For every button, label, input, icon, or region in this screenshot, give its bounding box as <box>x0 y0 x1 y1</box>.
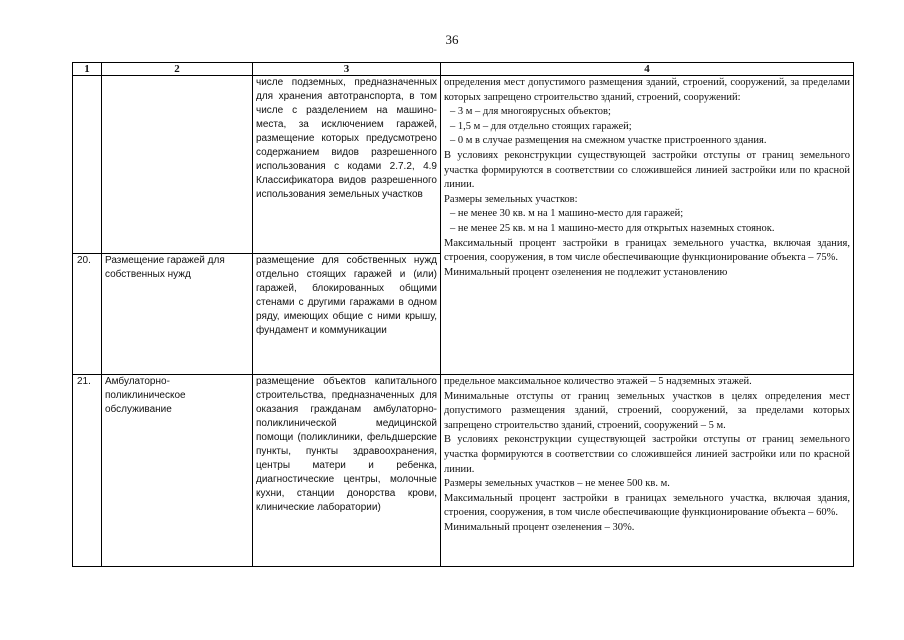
parameter-paragraph: Максимальный процент застройки в границах земельного участка, включая здания, строения, сооружения, в том числе обеспечивающие функционирование объекта – 75%. <box>444 237 850 264</box>
parameter-paragraph: предельное максимальное количество этажей – 5 надземных этажей. <box>444 376 752 387</box>
parameter-paragraph: Размеры земельных участков – не менее 500 кв. м. <box>444 478 670 490</box>
table-row <box>73 76 854 254</box>
row-number <box>73 76 102 254</box>
parameter-list-item: – 0 м в случае размещения на смежном участке пристроенного здания. <box>450 135 767 147</box>
row-number: 21. <box>73 375 102 567</box>
parameter-paragraph: Размеры земельных участков: <box>444 193 578 205</box>
use-description: размещение для собственных нужд отдельно стоящих гаражей и (или) гаражей, блокированных общими стенами с другими гаражами в одном ряду, имеющих общие с ними крышу, фундамент и коммуникации <box>253 254 441 375</box>
parameters-list <box>444 76 850 280</box>
use-description: числе подземных, предназначенных для хранения автотранспорта, в том числе с разделением на машино-места, за исключением гаражей, размещение которых предусмотрено содержанием видов разрешенного использования с кодами 2.7.2, 4.9 Классификатора видов разрешенного использования земельных участков <box>253 76 441 254</box>
parameters-cell <box>441 375 854 567</box>
page-number: 36 <box>445 32 459 47</box>
use-name: Размещение гаражей для собственных нужд <box>102 254 253 375</box>
table-row <box>73 375 854 567</box>
parameters-cell <box>441 76 854 375</box>
parameter-paragraph: Максимальный процент застройки в границах земельного участка, включая здания, строения, сооружения, в том числе обеспечивающие функционирование объекта – 60%. <box>444 492 850 519</box>
parameter-list-item: – не менее 30 кв. м на 1 машино-место для гаражей; <box>450 208 684 220</box>
parameters-list <box>444 375 850 536</box>
parameter-list-item: – 1,5 м – для отдельно стоящих гаражей; <box>450 120 632 132</box>
parameter-list-item: – не менее 25 кв. м на 1 машино-место для открытых наземных стоянок. <box>450 222 775 234</box>
parameter-paragraph: Минимальные отступы от границ земельных участков в целях определения мест допустимого размещения зданий, строений, сооружений, за пределами которых запрещено строительство зданий, строений, сооружений – 5 м. <box>444 390 850 431</box>
parameter-paragraph: Минимальный процент озеленения – 30%. <box>444 521 635 533</box>
parameter-paragraph: Минимальный процент озеленения не подлежит установлению <box>444 266 728 278</box>
regulations-table <box>72 62 854 567</box>
use-description: размещение объектов капитального строительства, предназначенных для оказания гражданам амбулаторно-поликлинической медицинской помощи (поликлиники, фельдшерские пункты, пункты здравоохранения, центры матери и ребенка, диагностические центры, молочные кухни, станции донорства крови, клинические лаборатории) <box>253 375 441 567</box>
use-name <box>102 76 253 254</box>
parameter-paragraph: определения мест допустимого размещения зданий, строений, сооружений, за пределами которых запрещено строительство зданий, строений, сооружений: <box>444 77 850 103</box>
row-number: 20. <box>73 254 102 375</box>
parameter-list-item: – 3 м – для многоярусных объектов; <box>450 106 611 118</box>
parameter-paragraph: В условиях реконструкции существующей застройки отступы от границ земельного участка формируются в соответствии со сложившейся линией застройки или по красной линии. <box>444 149 850 191</box>
header-row <box>73 63 854 76</box>
use-name: Амбулаторно-поликлиническое обслуживание <box>102 375 253 567</box>
header-col-4: 4 <box>441 63 854 76</box>
header-col-1: 1 <box>73 63 102 76</box>
parameter-paragraph: В условиях реконструкции существующей застройки отступы от границ земельного участка формируются в соответствии со сложившейся линией застройки или по красной линии. <box>444 434 850 475</box>
header-col-3: 3 <box>253 63 441 76</box>
header-col-2: 2 <box>102 63 253 76</box>
